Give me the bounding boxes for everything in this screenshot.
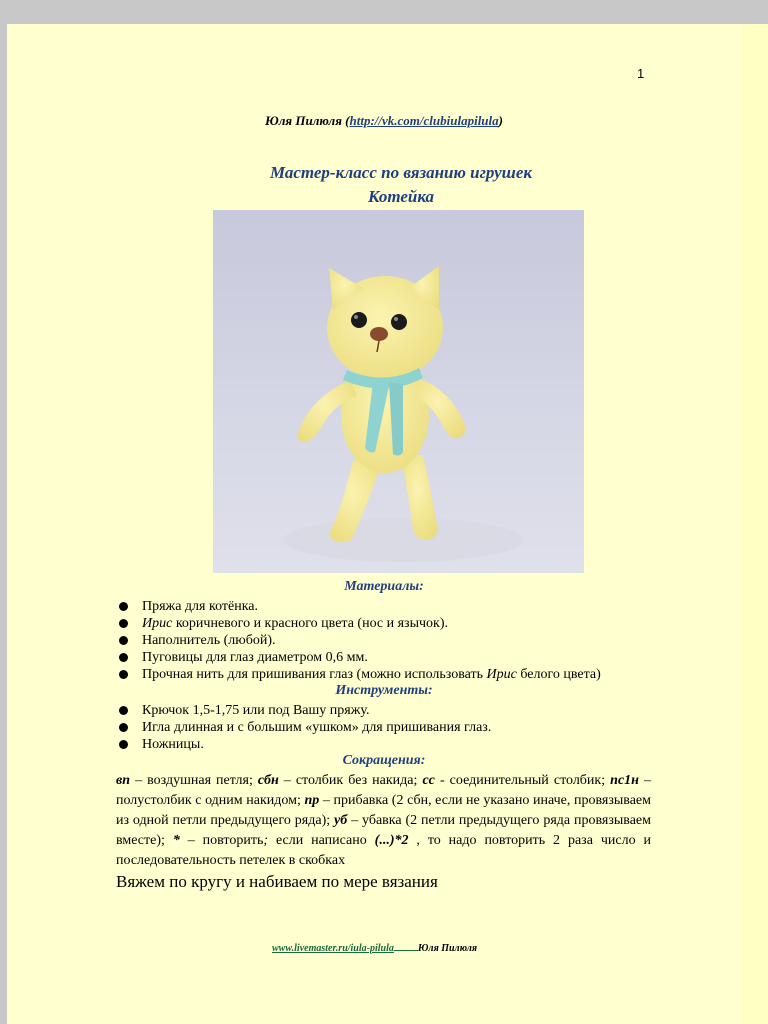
list-item: Крючок 1,5-1,75 или под Вашу пряжу. <box>116 702 491 719</box>
tools-heading: Инструменты: <box>335 683 433 698</box>
author-open-paren: ( <box>345 113 350 128</box>
abbreviations-heading: Сокращения: <box>342 753 426 768</box>
list-item: Ирис коричневого и красного цвета (нос и язычок). <box>116 615 601 632</box>
list-item: Прочная нить для пришивания глаз (можно использовать Ирис белого цвета) <box>116 666 601 683</box>
abbr-term: вп <box>116 773 131 788</box>
list-item: Ножницы. <box>116 736 491 753</box>
list-item: Пряжа для котёнка. <box>116 598 601 615</box>
author-name: Юля Пилюля <box>265 113 342 128</box>
knit-instruction: Вяжем по кругу и набиваем по мере вязания <box>116 872 438 891</box>
page-title <box>0 161 768 209</box>
abbr-term: сбн <box>257 773 279 788</box>
abbr-term: сс <box>422 773 435 788</box>
abbr-term: уб <box>334 813 348 828</box>
abbr-term: пс1н <box>610 773 639 788</box>
page-number: 1 <box>637 66 645 81</box>
footer-underline <box>394 950 418 951</box>
footer-name: Юля Пилюля <box>417 943 478 954</box>
materials-list <box>116 598 601 683</box>
abbr-term: (...)*2 <box>374 833 409 848</box>
footer-link[interactable]: www.livemaster.ru/iula-pilula <box>272 943 394 954</box>
kitten-photo <box>213 210 584 573</box>
abbreviations-paragraph: вп – воздушная петля; сбн – столбик без накида; сс - соединительный столбик; пс1н – полустолбик с одним накидом; пр – прибавка (2 сбн, если не указано иначе, провязываем из одной петли предыдущего ряда); уб – убавка (2 петли предыдущего ряда провязываем вместе); * – повторить; если написано (...)*2 , то надо повторить 2 раза число и последовательность петелек в скобках <box>116 773 652 868</box>
footer <box>272 943 477 954</box>
title-line-1: Мастер-класс по вязанию игрушек <box>269 163 533 182</box>
abbr-term: пр <box>304 793 320 808</box>
materials-heading: Материалы: <box>344 579 424 594</box>
title-line-2: Котейка <box>367 187 435 206</box>
author-link[interactable]: http://vk.com/clubiulapilula <box>349 113 499 128</box>
author-close-paren: ) <box>498 113 503 128</box>
abbr-term: * <box>172 833 180 848</box>
list-item: Пуговицы для глаз диаметром 0,6 мм. <box>116 649 601 666</box>
tools-list <box>116 702 491 753</box>
list-item: Наполнитель (любой). <box>116 632 601 649</box>
author-line <box>0 113 768 129</box>
list-item: Игла длинная и с большим «ушком» для пришивания глаз. <box>116 719 491 736</box>
